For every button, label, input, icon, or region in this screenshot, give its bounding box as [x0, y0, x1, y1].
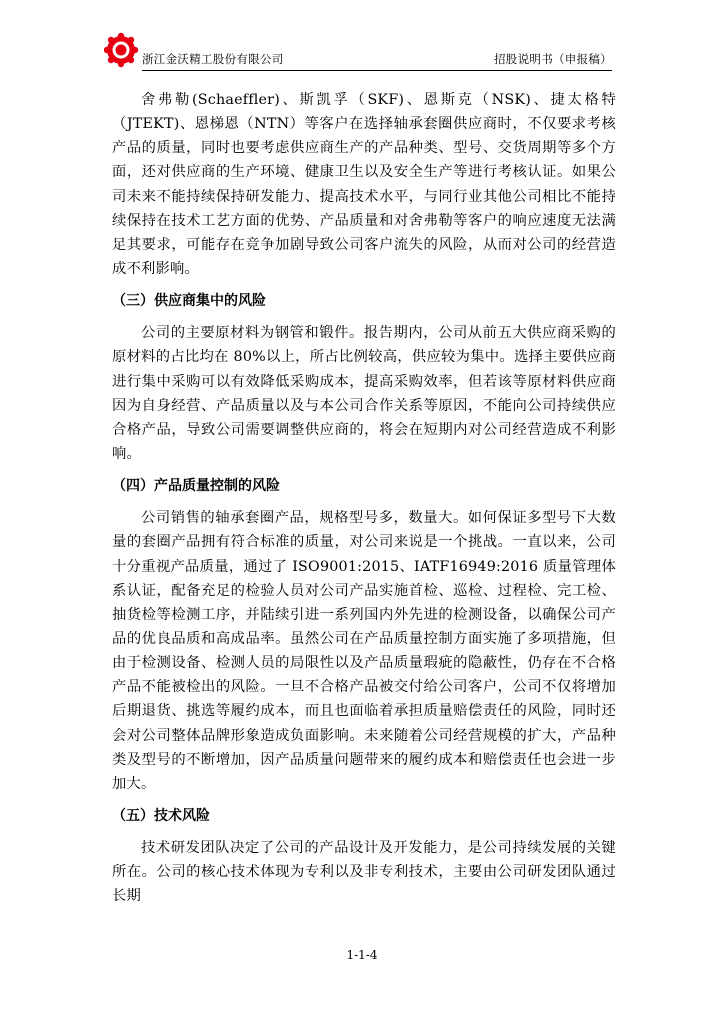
page-number: 1-1-4: [346, 948, 378, 962]
page-body: [112, 88, 616, 909]
company-logo-icon: [104, 32, 146, 72]
paragraph-supplier-concentration: 公司的主要原材料为钢管和锻件。报告期内，公司从前五大供应商采购的原材料的占比均在 80%以上，所占比例较高，供应较为集中。选择主要供应商进行集中采购可以有效降低采购成本，提高采购效率，但若该等原材料供应商因为自身经营、产品质量以及与本公司合作关系等原因，不能向公司持续供应合格产品，导致公司需要调整供应商的，将会在短期内对公司经营造成不利影响。: [112, 325, 616, 463]
section-heading-technology-risk: （五）技术风险: [112, 808, 210, 825]
paragraph-quality-control: 公司销售的轴承套圈产品，规格型号多，数量大。如何保证多型号下大数量的套圈产品拥有符合标准的质量，对公司来说是一个挑战。一直以来，公司十分重视产品质量，通过了 ISO9001:2015、IATF16949:2016 质量管理体系认证，配备充足的检验人员对公司产品实施首检、巡检、过程检、完工检、抽货检等检测工序，并陆续引进一系列国内外先进的检测设备，以确保公司产品的优良品质和高成品率。虽然公司在产品质量控制方面实施了多项措施，但由于检测设备、检测人员的局限性以及产品质量瑕疵的隐蔽性，仍存在不合格产品不能被检出的风险。一旦不合格产品被交付给公司客户，公司不仅将增加后期退货、挑选等履约成本，而且也面临着承担质量赔偿责任的风险，同时还会对公司整体品牌形象造成负面影响。未来随着公司经营规模的扩大，产品种类及型号的不断增加，因产品质量问题带来的履约成本和赔偿责任也会进一步加大。: [112, 510, 616, 792]
paragraph-technology-risk: 技术研发团队决定了公司的产品设计及开发能力，是公司持续发展的关键所在。公司的核心技术体现为专利以及非专利技术，主要由公司研发团队通过长期: [112, 840, 616, 905]
section-heading-supplier-concentration: （三）供应商集中的风险: [112, 293, 266, 310]
header-rule: [142, 70, 612, 71]
document-type: 招股说明书（申报稿）: [494, 52, 612, 66]
paragraph-customer-risk: 舍弗勒(Schaeffler)、斯凯孚（SKF)、恩斯克（NSK)、捷太格特（JTEKT)、恩梯恩（NTN）等客户在选择轴承套圈供应商时，不仅要求考核产品的质量，同时也要考虑供应商生产的产品种类、型号、交货周期等多个方面，还对供应商的生产环境、健康卫生以及安全生产等进行考核认证。如果公司未来不能持续保持研发能力、提高技术水平，与同行业其他公司相比不能持续保持在技术工艺方面的优势、产品质量和对舍弗勒等客户的响应速度无法满足其要求，可能存在竞争加剧导致公司客户流失的风险，从而对公司的经营造成不利影响。: [112, 92, 616, 278]
page-header: [104, 30, 612, 72]
section-heading-quality-control: （四）产品质量控制的风险: [112, 478, 280, 495]
company-name: 浙江金沃精工股份有限公司: [142, 52, 284, 66]
